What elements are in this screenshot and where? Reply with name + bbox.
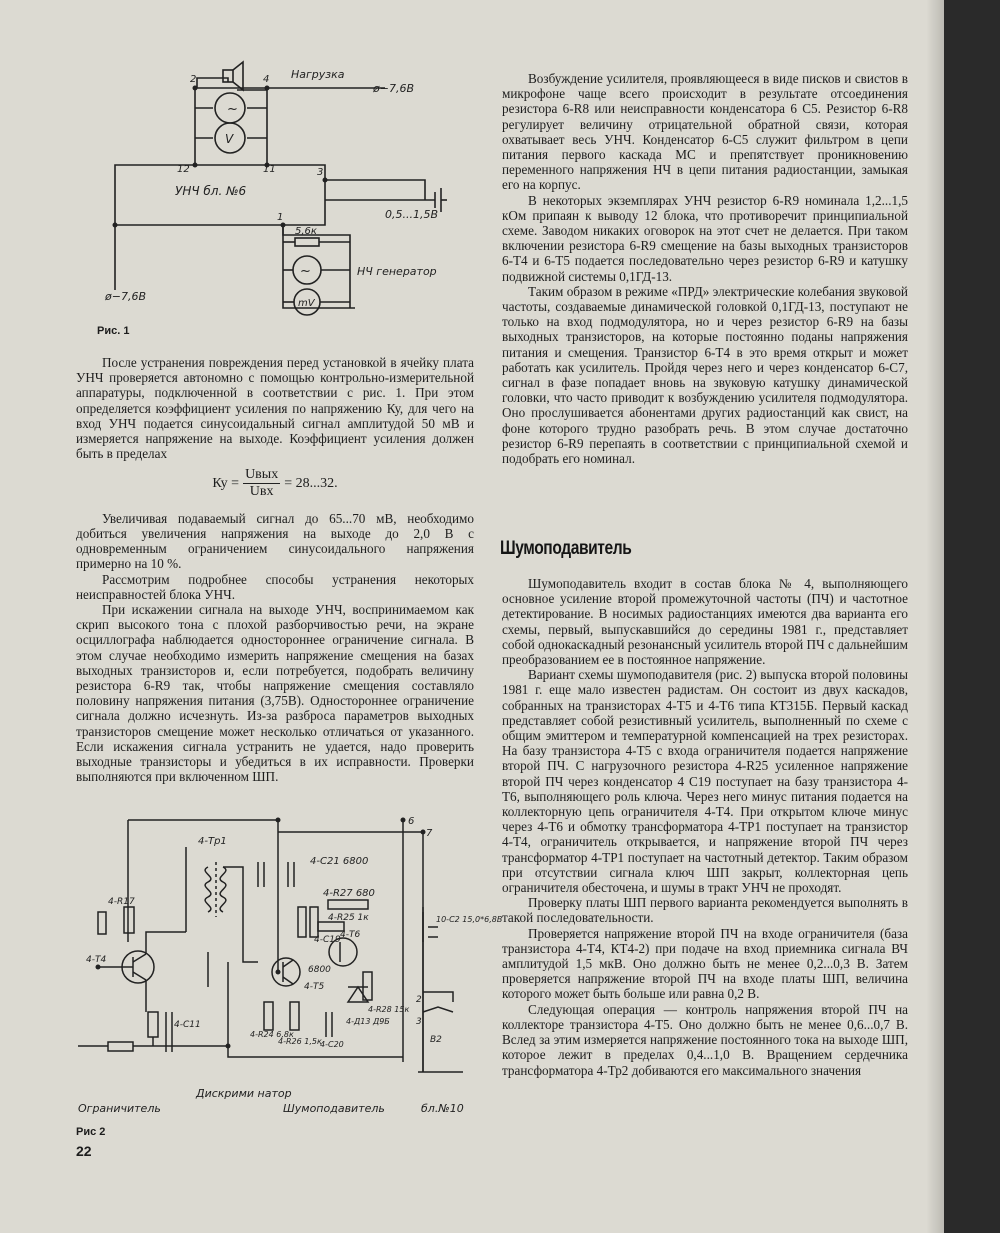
paragraph: Проверяется напряжение второй ПЧ на входе ограничителя (база транзистора 4-Т4, КТ4-2) при подаче на вход приемника сигнала ВЧ амплитудой 1,5 мкВ. Оно должно быть не менее 0,2...0,3 В. Затем проверяется напряжение второй ПЧ на входе платы ШП, величина которого может быть больше или равна 0,2 В. (502, 925, 908, 1002)
svg-text:4-Т5: 4-Т5 (304, 982, 325, 992)
svg-text:V: V (225, 132, 234, 146)
svg-text:4-Тр1: 4-Тр1 (198, 836, 227, 847)
figure-2-caption: Рис 2 (76, 1126, 106, 1138)
svg-text:1: 1 (277, 212, 284, 223)
svg-text:4-Т4: 4-Т4 (86, 955, 107, 965)
svg-text:ø−7,6В: ø−7,6В (373, 82, 414, 95)
svg-text:mV: mV (298, 298, 315, 309)
svg-text:4-R28 15к: 4-R28 15к (368, 1005, 410, 1014)
paragraph: Увеличивая подаваемый сигнал до 65...70 мВ, необходимо добиться увеличения напряжения на выходе до 2,0 В с одновременным ограничением синусоидального напряжения примерно на 10 %. (76, 510, 474, 572)
paragraph: Шумоподавитель входит в состав блока № 4, выполняющего основное усиление второй промежуточной частоты (ПЧ) и частотное детектирование. В носимых радиостанциях имеются два варианта его схемы, первый, выпускавшийся до середины 1981 г., представляет собой однокаскадный резонансный усилитель второй ПЧ с дальнейшим преобразованием ее в постоянное напряжение. (502, 576, 908, 668)
paragraph: Таким образом в режиме «ПРД» электрические колебания звуковой частоты, создаваемые динамической головкой 0,1ГД-13, поступают не только на вход подмодулятора, но и через резистор 6-R9 на базы выходных транзисторов, на которые постоянно поданы напряжения питания и смещения. Транзистор 6-Т4 в это время открыт и может работать как усилитель. Пройдя через него и через конденсатор 6-С7, сигнал в фазе попадает вновь на звуковую катушку динамической головки, что часто приводит к возбуждению усилителя подмодулятора. Оно прослушивается абонентами других радиостанций как свист, на фоне которого трудно разобрать речь. В этом случае достаточно резистор 6-R9 перепаять в соответствии с принципиальной схемой и подобрать его номинал. (502, 283, 908, 467)
svg-text:2: 2 (416, 995, 422, 1005)
svg-text:бл.№10: бл.№10 (421, 1102, 464, 1115)
svg-text:4-С19: 4-С19 (314, 935, 341, 945)
gain-formula: Ку = $\frac{\text{Uвых}}{\text{Uвх}}$ = 28...32. (212, 467, 338, 499)
svg-text:Дискрими натор: Дискрими натор (196, 1087, 292, 1100)
paragraph: Возбуждение усилителя, проявляющееся в виде писков и свистов в микрофоне чаще всего происходит в результате отсоединения резистора 6-R8 или неисправности конденсатора 6 С5. Резистор 6-R8 регулирует величину отрицательной обратной связи, которая охватывает весь УНЧ. Конденсатор 6-С5 служит фильтром в цепи питания первого каскада МС и препятствует проникновению переменного напряжения НЧ в цепи питания радиостанции, замыкая его на корпус. (502, 71, 908, 193)
figure-1-caption: Рис. 1 (97, 325, 130, 337)
svg-text:Шумоподавитель: Шумоподавитель (283, 1102, 385, 1115)
svg-text:5,6к: 5,6к (295, 226, 317, 237)
svg-text:4: 4 (263, 74, 270, 85)
svg-text:2: 2 (190, 74, 197, 85)
svg-text:4-С20: 4-С20 (320, 1040, 344, 1049)
svg-text:10-С2 15,0*6,8В: 10-С2 15,0*6,8В (436, 915, 503, 924)
figure-1-circuit (95, 60, 475, 320)
paragraph: Рассмотрим подробнее способы устранения некоторых неисправностей блока УНЧ. (76, 571, 474, 602)
svg-text:4-Т6: 4-Т6 (340, 930, 361, 940)
svg-text:4-R24 6,8к: 4-R24 6,8к (250, 1030, 294, 1039)
section-heading: Шумоподавитель (500, 538, 632, 559)
svg-text:3: 3 (416, 1017, 422, 1027)
paragraph: В некоторых экземплярах УНЧ резистор 6-R9 номинала 1,2...1,5 кОм припаян к выводу 12 блока, что противоречит принципиальной схеме. Заводом никаких оговорок на этот счет не делается. При таком включении резистора 6-R9 смещение на базы выходных транзисторов 6-Т4 и 6-Т5 подается последовательно через резистор 6-R9 и катушку подвижной системы 0,1ГД-13. (502, 192, 908, 284)
paragraph: Следующая операция — контроль напряжения второй ПЧ на коллекторе транзистора 4-Т5. Оно должно быть не менее 0,6...0,7 В. Вслед за этим измеряется напряжение постоянного тока на выходе ШП, которое лежит в пределах 0,4...1,0 В. Вращением сердечника трансформатора 4-Тр2 добиваются его максимального значения (502, 1001, 908, 1078)
svg-text:4-Д13 Д9Б: 4-Д13 Д9Б (346, 1017, 390, 1026)
svg-text:4-R27 680: 4-R27 680 (323, 888, 375, 899)
svg-text:4-R17: 4-R17 (108, 897, 135, 907)
svg-text:4-С11: 4-С11 (174, 1020, 201, 1030)
left-column (76, 355, 474, 784)
svg-text:6: 6 (408, 816, 415, 827)
svg-text:В2: В2 (430, 1035, 442, 1045)
svg-text:Нагрузка: Нагрузка (291, 68, 345, 81)
svg-text:6800: 6800 (308, 965, 331, 975)
svg-text:НЧ генератор: НЧ генератор (357, 265, 437, 278)
paragraph: После устранения повреждения перед установкой в ячейку плата УНЧ проверяется автономно с помощью контрольно-измерительной аппаратуры, подключенной в соответствии с рис. 1. При этом определяется коэффициент усиления по напряжению Ку, для чего на вход УНЧ подается синусоидальный сигнал амплитудой 50 мВ и измеряется напряжение на выходе. Коэффициент усиления должен быть в пределах (76, 355, 474, 462)
svg-text:4-С21 6800: 4-С21 6800 (310, 856, 369, 867)
svg-text:4-R26 1,5к: 4-R26 1,5к (278, 1037, 322, 1046)
right-column-bottom (502, 576, 908, 1078)
svg-text:УНЧ бл. №6: УНЧ бл. №6 (175, 184, 247, 198)
paragraph: Вариант схемы шумоподавителя (рис. 2) выпуска второй половины 1981 г. еще мало известен радистам. Он состоит из двух каскадов, собранных на транзисторах 4-Т5 и 4-Т6 типа КТ315Б. Первый каскад представляет собой резистивный усилитель, выполненный по схеме с общим эмиттером и температурной компенсацией на трех резисторах. На базу транзистора 4-Т5 с входа ограничителя подается напряжение второй ПЧ. С нагрузочного резистора 4-R25 усиленное напряжение второй ПЧ через конденсатор 4 С19 поступает на базу транзистора 4-Т6, выполняющего роль ключа. Через него минус питания подается на коллекторную цепь ограничителя 4-Т4. При открытом ключе минус через 4-Т6 и обмотку трансформатора 4-ТР1 поступает на транзистор 4-Т4, ограничитель открывается, и напряжение второй ПЧ через трансформатор 4-ТР1 поступает на частотный детектор. Таким образом при отсутствии сигнала ключ ШП закрыт, коллекторная цепь ограничителя обесточена, и шумы в тракт УНЧ не проходят. (502, 667, 908, 896)
paragraph: Проверку платы ШП первого варианта рекомендуется выполнять в такой последовательности. (502, 895, 908, 926)
svg-text:Ограничитель: Ограничитель (78, 1102, 161, 1115)
svg-text:~: ~ (227, 102, 238, 117)
svg-text:3: 3 (317, 167, 324, 178)
svg-text:4-R25 1к: 4-R25 1к (328, 913, 369, 923)
figure-2-circuit (78, 812, 503, 1122)
paragraph: При искажении сигнала на выходе УНЧ, воспринимаемом как скрип высокого тона с плохой разборчивостью речи, на экране осциллографа наблюдается одностороннее ограничение сигнала. В этом случае необходимо измерить напряжение смещения на базах выходных транзисторов и, если потребуется, подобрать величину резистора 6-R9 так, чтобы напряжение смещения составляло половину напряжения питания (3,75В). Одностороннее ограничение сигнала должно исчезнуть. Из-за разброса параметров выходных транзисторов смещение может несколько отличаться от указанного. Если искажения сигнала устранить не удается, надо проверить выходные транзисторы и убедиться в их исправности. Проверки выполняются при включенном ШП. (76, 602, 474, 785)
svg-text:7: 7 (426, 828, 433, 839)
svg-text:~: ~ (300, 264, 311, 279)
svg-text:0,5...1,5В: 0,5...1,5В (385, 208, 439, 221)
svg-text:ø−7,6В: ø−7,6В (105, 290, 146, 303)
svg-text:11: 11 (263, 164, 276, 175)
svg-text:12: 12 (177, 164, 190, 175)
page-number: 22 (76, 1143, 92, 1159)
right-column-top (502, 71, 908, 466)
